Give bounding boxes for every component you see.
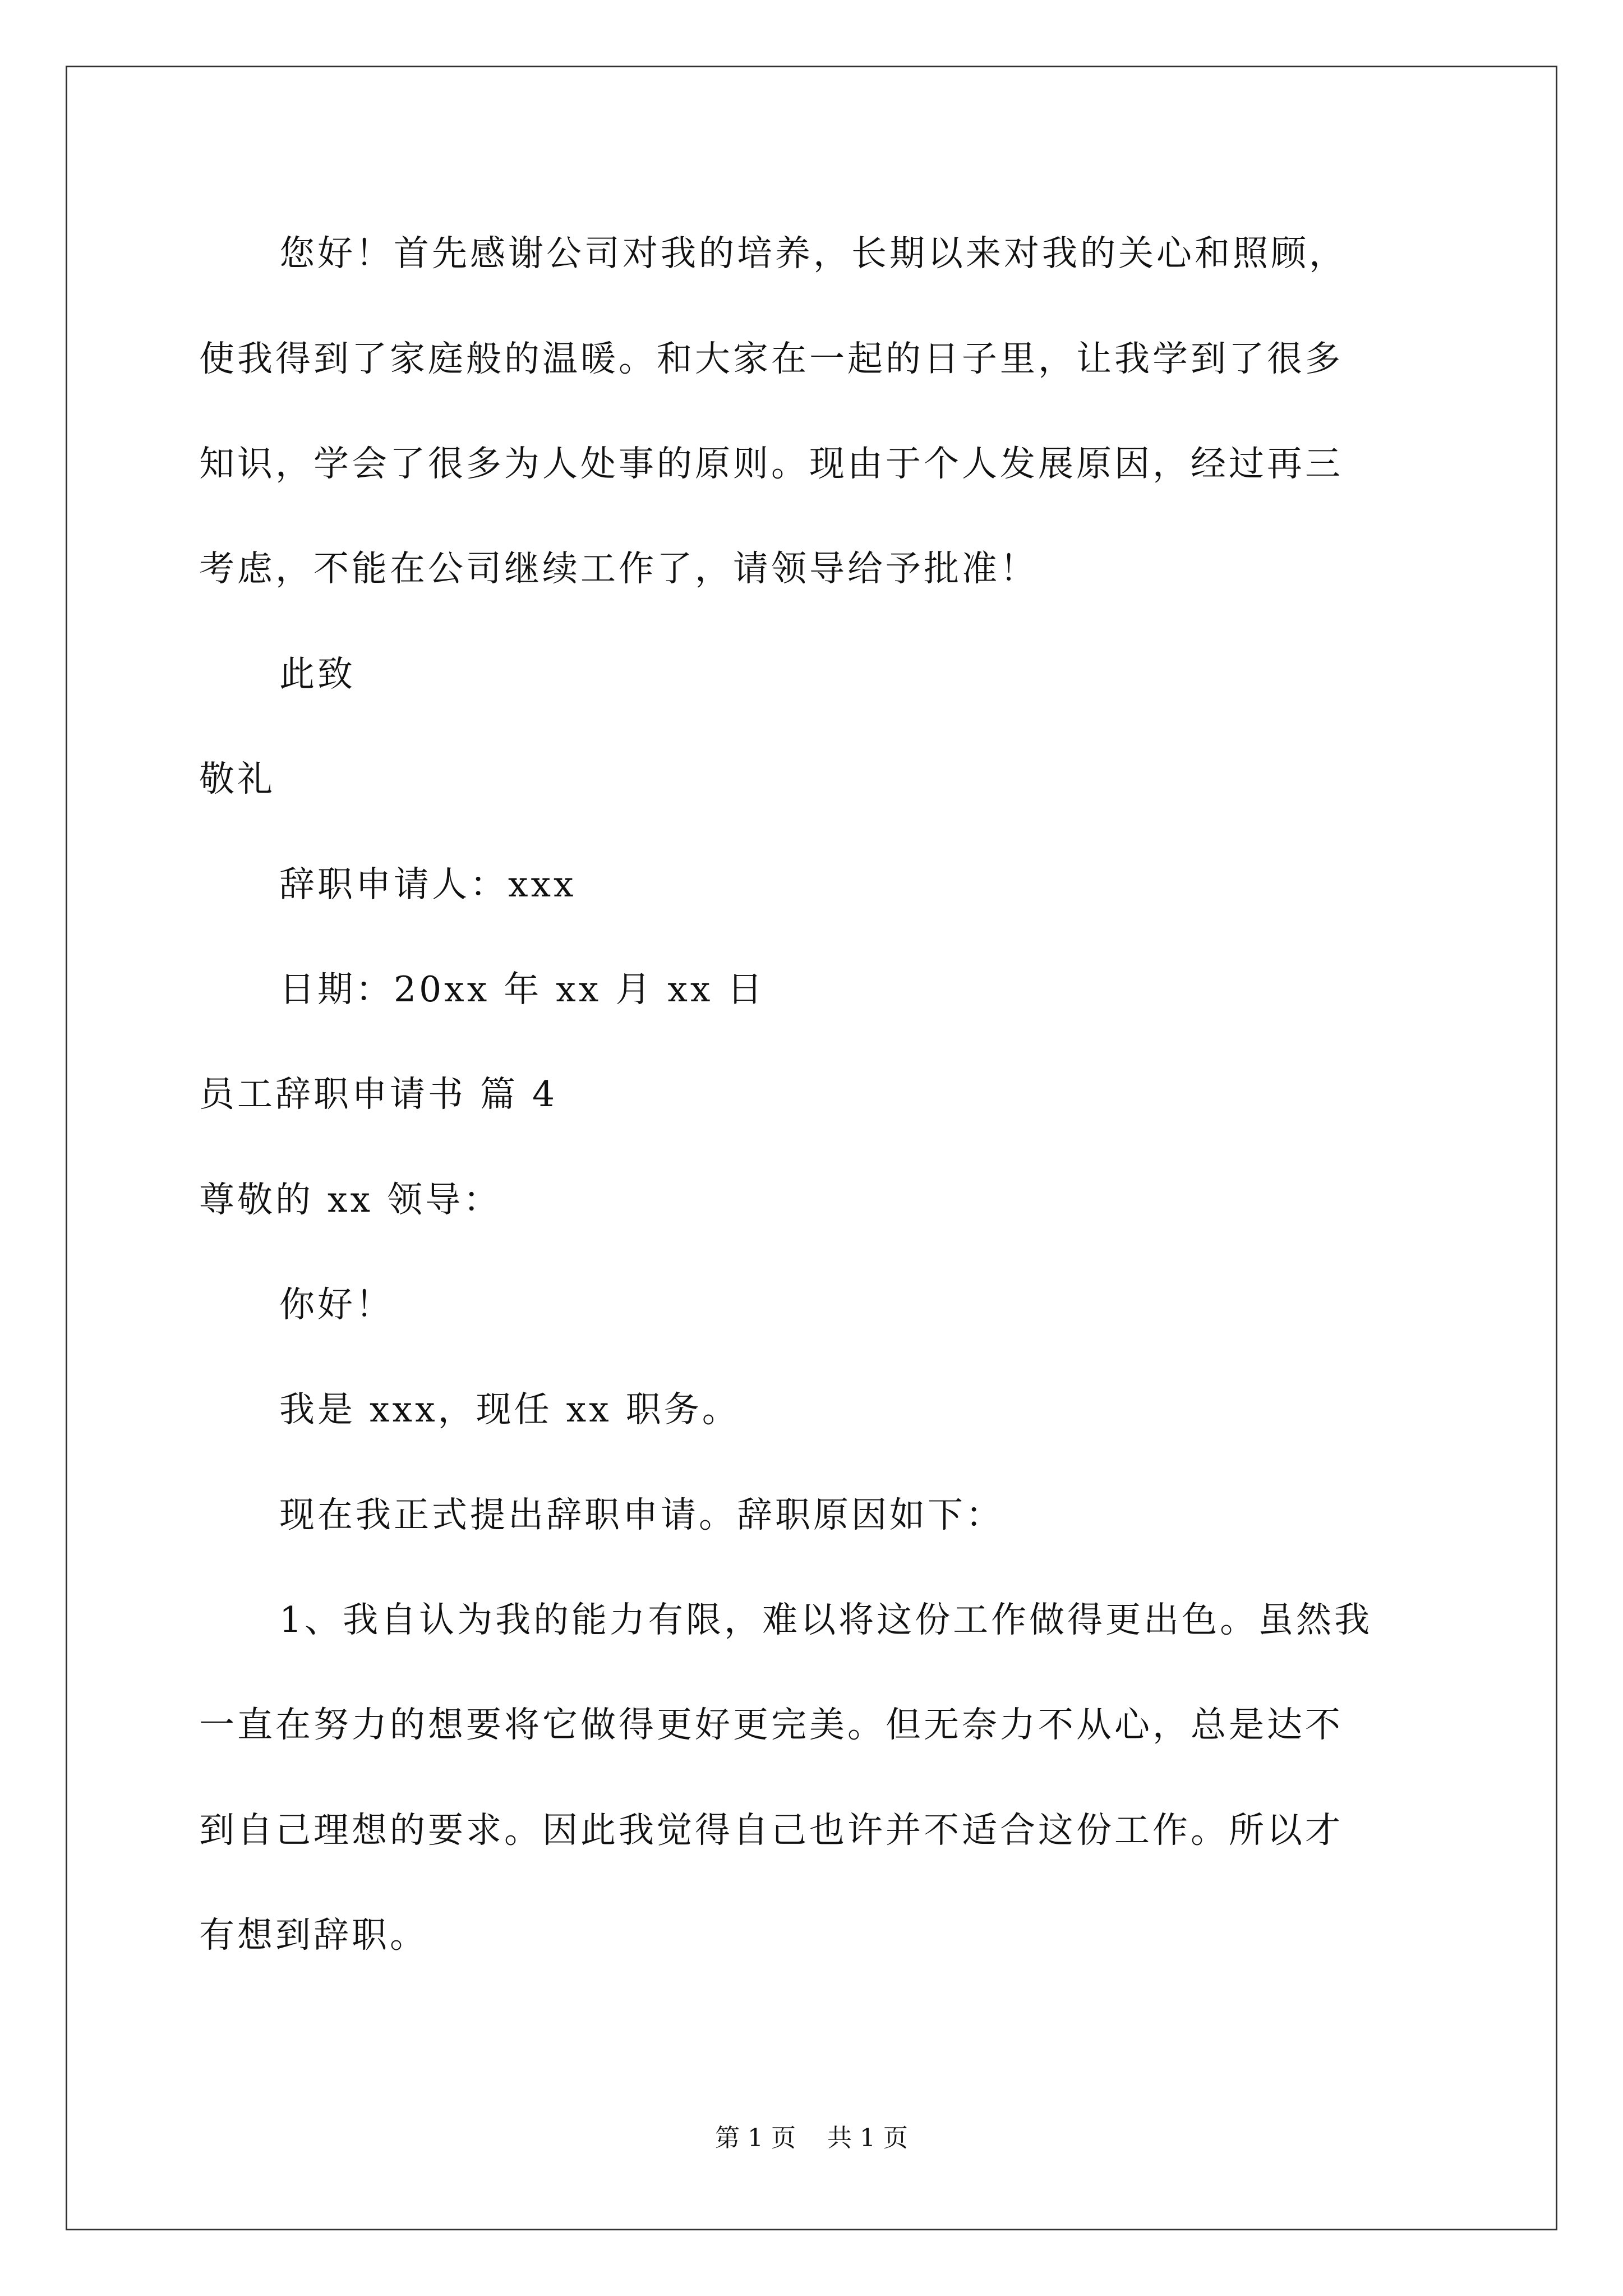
section-heading: 员工辞职申请书 篇 4 [199, 1074, 558, 1115]
closing-ci-zhi: 此致 [279, 654, 356, 694]
salutation: 尊敬的 xx 领导： [199, 1179, 502, 1220]
signature-date: 日期：20xx 年 xx 月 xx 日 [279, 969, 766, 1010]
self-introduction: 我是 xxx，现任 xx 职务。 [279, 1389, 740, 1430]
page-border [66, 66, 1557, 2230]
reason-1-line-3: 到自己理想的要求。因此我觉得自己也许并不适合这份工作。所以才 [199, 1810, 1343, 1851]
reason-1-line-4: 有想到辞职。 [199, 1915, 428, 1955]
reason-1-line-2: 一直在努力的想要将它做得更好更完美。但无奈力不从心，总是达不 [199, 1704, 1343, 1745]
reason-1-line-1: 1、我自认为我的能力有限，难以将这份工作做得更出色。虽然我 [279, 1599, 1373, 1640]
resignation-statement: 现在我正式提出辞职申请。辞职原因如下： [279, 1494, 1004, 1535]
page-number-footer: 第 1 页 共 1 页 [715, 2124, 908, 2152]
closing-jing-li: 敬礼 [199, 758, 275, 799]
paragraph-greeting-line-4: 考虑，不能在公司继续工作了，请领导给予批准！ [199, 548, 1038, 589]
signature-applicant: 辞职申请人：xxx [279, 864, 577, 905]
greeting: 你好！ [279, 1284, 394, 1325]
paragraph-greeting-line-3: 知识，学会了很多为人处事的原则。现由于个人发展原因，经过再三 [199, 443, 1343, 484]
paragraph-greeting-line-1: 您好！首先感谢公司对我的培养，长期以来对我的关心和照顾， [279, 233, 1347, 274]
paragraph-greeting-line-2: 使我得到了家庭般的温暖。和大家在一起的日子里，让我学到了很多 [199, 338, 1343, 379]
